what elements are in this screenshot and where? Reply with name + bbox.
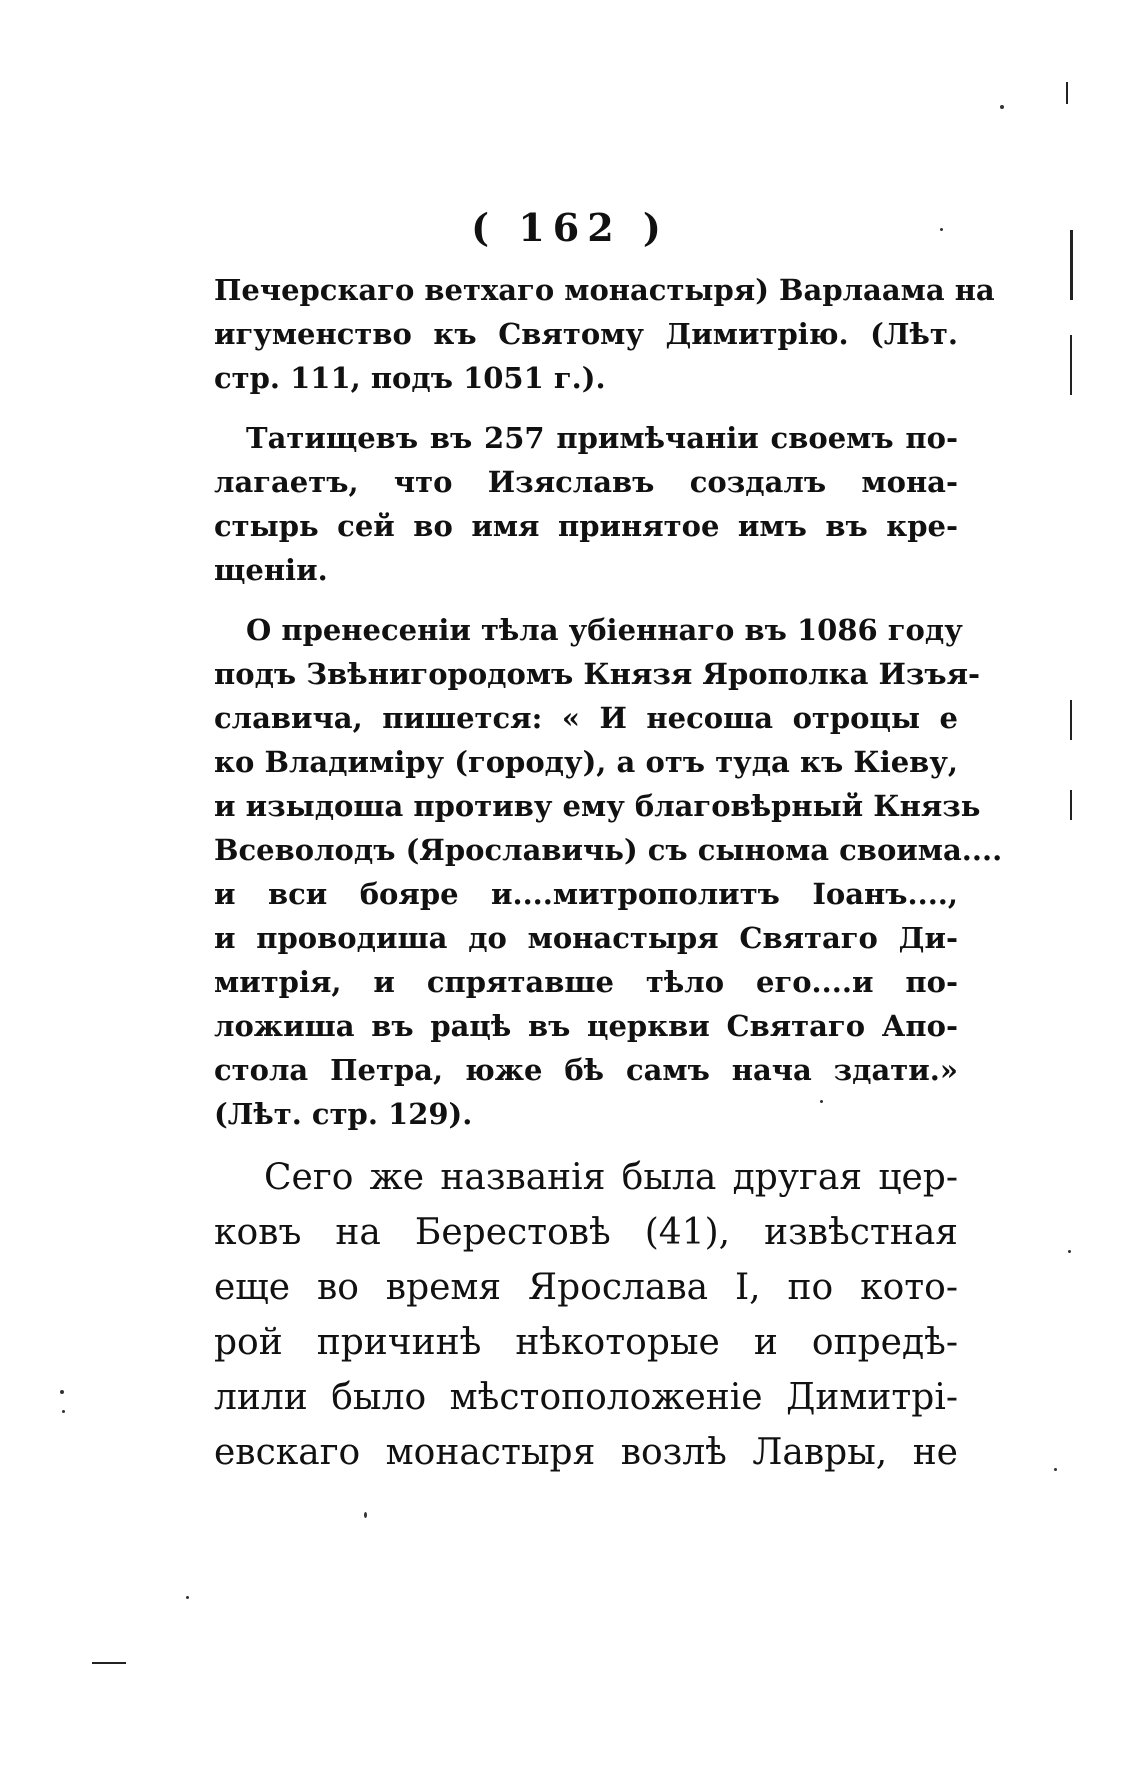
- scan-mark: [1070, 700, 1072, 740]
- scan-speck: [364, 1512, 367, 1518]
- note-line: митрія, и спрятавше тѣло его....и по-: [214, 965, 958, 999]
- main-line: лили было мѣстоположеніе Димитрі-: [214, 1377, 958, 1418]
- note-line: лагаетъ, что Изяславъ создалъ мона-: [214, 465, 958, 499]
- note-line: стр. 111, подъ 1051 г.).: [214, 361, 606, 395]
- note-line: игуменство къ Святому Димитрію. (Лѣт.: [214, 317, 958, 351]
- main-text-block: [214, 1150, 958, 1480]
- note-paragraph-1: [214, 268, 995, 400]
- scan-speck: [62, 1410, 65, 1413]
- note-line: и изыдоша противу ему благовѣрный Князь: [214, 789, 981, 823]
- note-paragraph-2: [214, 416, 958, 592]
- main-line: еще во время Ярослава I, по кото-: [214, 1267, 958, 1308]
- scan-mark: [1070, 230, 1073, 300]
- scan-speck: [820, 1100, 823, 1103]
- note-line: Всеволодъ (Ярославичь) съ сынома своима....: [214, 833, 1003, 867]
- note-line: стола Петра, юже бѣ самъ нача здати.»: [214, 1053, 958, 1087]
- scan-speck: [1054, 1468, 1057, 1471]
- footnote-block: [214, 268, 1003, 1136]
- note-line: и вси бояре и....митрополитъ Іоанъ....,: [214, 877, 958, 911]
- note-line: ложиша въ рацѣ въ церкви Святаго Апо-: [214, 1009, 958, 1043]
- note-line: ко Владиміру (городу), а отъ туда къ Кіеву,: [214, 745, 958, 779]
- scan-mark: [1070, 335, 1072, 395]
- note-line: Печерскаго ветхаго монастыря) Варлаама на: [214, 273, 995, 307]
- scan-speck: [186, 1596, 189, 1599]
- main-line: ковъ на Берестовѣ (41), извѣстная: [214, 1212, 958, 1253]
- note-line: и проводиша до монастыря Святаго Ди-: [214, 921, 958, 955]
- note-line: подъ Звѣнигородомъ Князя Ярополка Изъя-: [214, 657, 981, 691]
- scan-speck: [940, 228, 943, 231]
- main-line: Сего же названія была другая цер-: [264, 1157, 958, 1198]
- scan-speck: [1068, 1250, 1071, 1253]
- scan-mark: [1066, 82, 1068, 104]
- note-line: Татищевъ въ 257 примѣчаніи своемъ по-: [246, 421, 958, 455]
- note-line: О пренесеніи тѣла убіеннаго въ 1086 году: [246, 613, 963, 647]
- scan-mark: [92, 1662, 126, 1664]
- scan-mark: [1070, 790, 1072, 820]
- note-line: славича, пишется: « И несоша отроцы е: [214, 701, 958, 735]
- page-number: ( 162 ): [471, 205, 669, 250]
- scan-speck: [60, 1390, 64, 1394]
- main-line: рой причинѣ нѣкоторые и опредѣ-: [214, 1322, 958, 1363]
- note-line: (Лѣт. стр. 129).: [214, 1097, 473, 1131]
- scan-speck: [1000, 105, 1004, 109]
- note-paragraph-3: [214, 608, 1003, 1136]
- main-line: евскаго монастыря возлѣ Лавры, не: [214, 1432, 958, 1473]
- note-line: стырь сей во имя принятое имъ въ кре-: [214, 509, 958, 543]
- note-line: щеніи.: [214, 553, 328, 587]
